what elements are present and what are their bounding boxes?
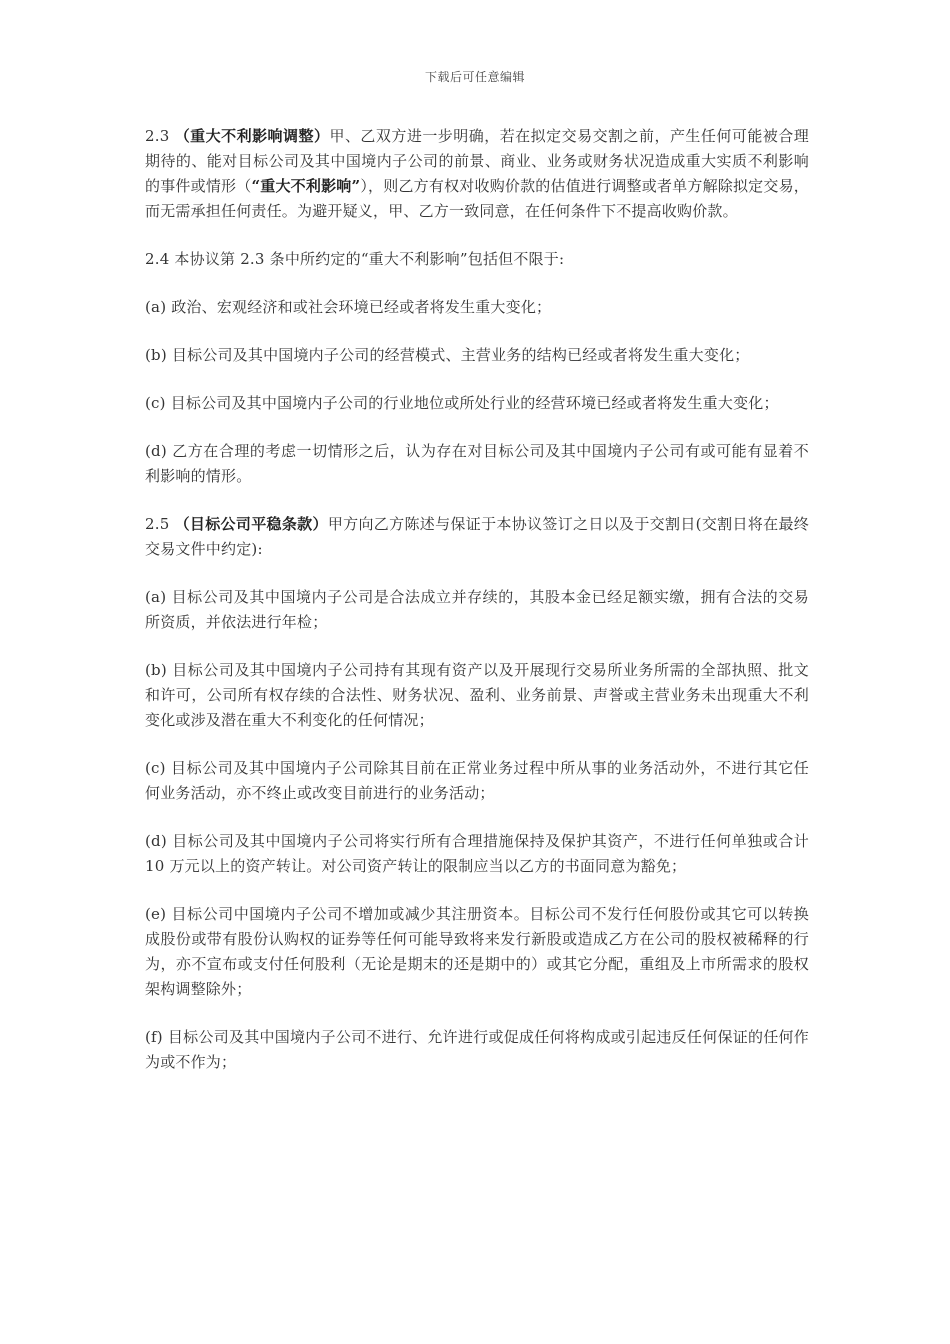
clause-2-4: 2.4 本协议第 2.3 条中所约定的“重大不利影响”包括但不限于: — [145, 250, 565, 268]
clause-2-3-text-2: ），则乙方有权对收购价款的估值进行调整或者单方解除拟定交易，而无需承担任何责任。为避开疑义，甲、乙方一致同意，在任何条件下不提高收购价款。 — [145, 177, 809, 220]
page-header: 下载后可任意编辑 — [424, 70, 525, 84]
clause-2-5-item-c: (c) 目标公司及其中国境内子公司除其目前在正常业务过程中所从事的业务活动外，不进行其它任何业务活动，亦不终止或改变目前进行的业务活动； — [145, 759, 809, 802]
clause-2-3-number: 2.3 — [145, 127, 175, 145]
clause-2-4-item-d: (d) 乙方在合理的考虑一切情形之后，认为存在对目标公司及其中国境内子公司有或可能有显着不利影响的情形。 — [145, 442, 809, 485]
clause-2-5-item-f: (f) 目标公司及其中国境内子公司不进行、允许进行或促成任何将构成或引起违反任何保证的任何作为或不作为； — [145, 1028, 809, 1071]
clause-2-3 — [145, 124, 809, 224]
clause-2-3-title: （重大不利影响调整） — [174, 127, 330, 145]
clause-2-4-item-a: (a) 政治、宏观经济和或社会环境已经或者将发生重大变化； — [145, 298, 552, 316]
clause-2-5-text: 甲方向乙方陈述与保证于本协议签订之日以及于交割日(交割日将在最终交易文件中约定): — [145, 515, 809, 558]
clause-2-5-item-a: (a) 目标公司及其中国境内子公司是合法成立并存续的，其股本金已经足额实缴，拥有合法的交易所资质，并依法进行年检； — [145, 588, 809, 631]
clause-2-5-title: （目标公司平稳条款） — [174, 515, 328, 533]
clause-2-5-item-e: (e) 目标公司中国境内子公司不增加或减少其注册资本。目标公司不发行任何股份或其它可以转换成股份或带有股份认购权的证券等任何可能导致将来发行新股或造成乙方在公司的股权被稀释的行为，亦不宣布或支付任何股利（无论是期末的还是期中的）或其它分配，重组及上市所需求的股权架构调整除外； — [145, 905, 809, 998]
clause-2-5-number: 2.5 — [145, 515, 175, 533]
clause-2-5 — [145, 512, 809, 562]
clause-2-4-item-b: (b) 目标公司及其中国境内子公司的经营模式、主营业务的结构已经或者将发生重大变化； — [145, 346, 750, 364]
clause-2-3-defined-term: “重大不利影响” — [251, 177, 361, 195]
clause-2-5-item-d: (d) 目标公司及其中国境内子公司将实行所有合理措施保持及保护其资产，不进行任何单独或合计 10 万元以上的资产转让。对公司资产转让的限制应当以乙方的书面同意为豁免； — [145, 832, 809, 875]
document-body — [145, 124, 809, 1098]
clause-2-3-text-1: 甲、乙双方进一步明确，若在拟定交易交割之前，产生任何可能被合理期待的、能对目标公司及其中国境内子公司的前景、商业、业务或财务状况造成重大实质不利影响的事件或情形（ — [145, 127, 809, 195]
clause-2-5-item-b: (b) 目标公司及其中国境内子公司持有其现有资产以及开展现行交易所业务所需的全部执照、批文和许可，公司所有权存续的合法性、财务状况、盈利、业务前景、声誉或主营业务未出现重大不利变化或涉及潜在重大不利变化的任何情况； — [145, 661, 809, 729]
clause-2-4-item-c: (c) 目标公司及其中国境内子公司的行业地位或所处行业的经营环境已经或者将发生重大变化； — [145, 394, 779, 412]
